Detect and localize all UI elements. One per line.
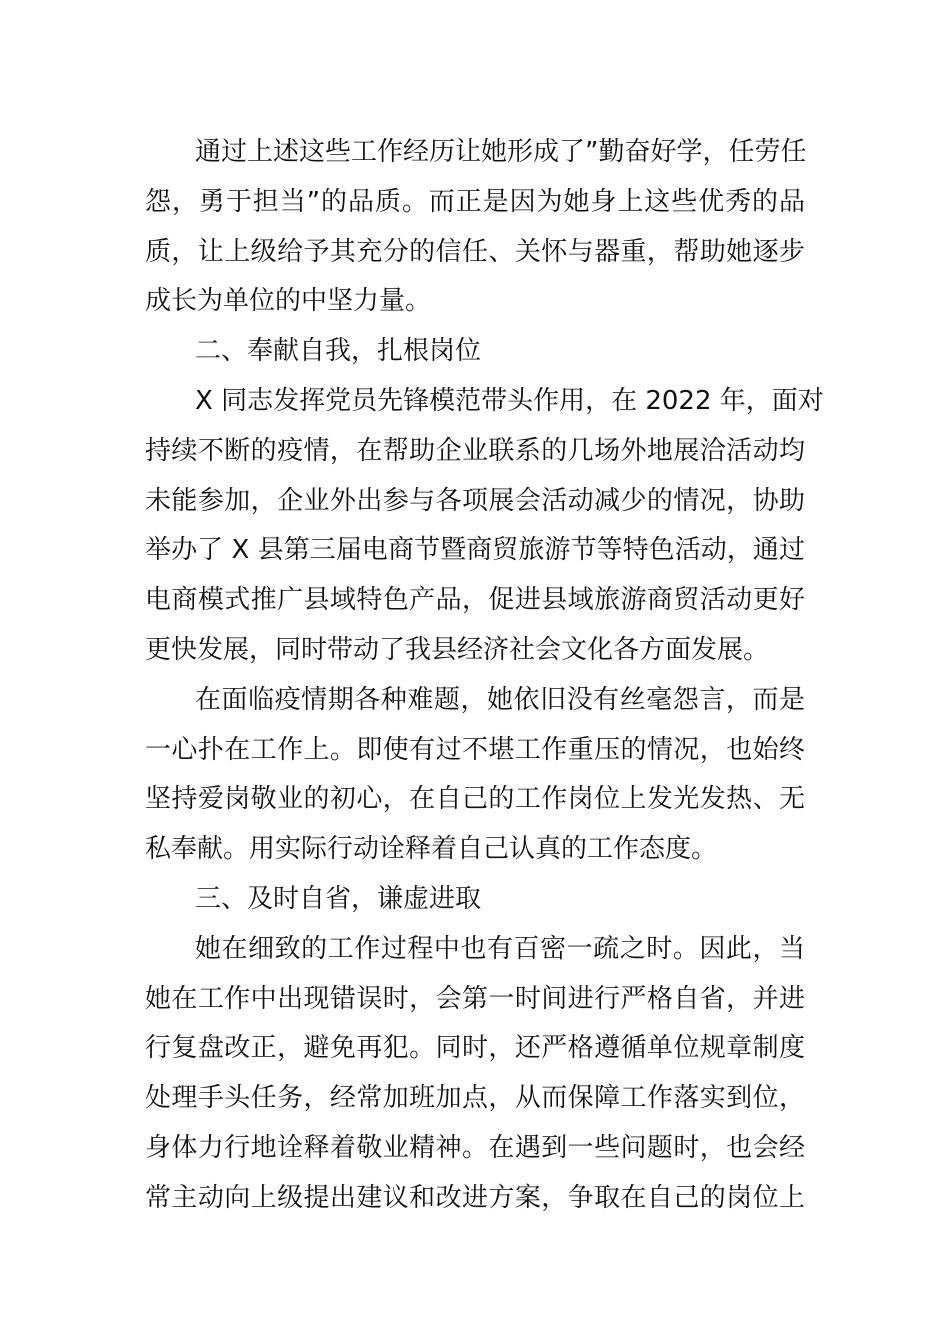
text-line: 怨，勇于担当”的品质。而正是因为她身上这些优秀的品 bbox=[145, 186, 805, 217]
section-heading: 三、及时自省，谦虚进取 bbox=[195, 884, 482, 914]
text-line: 电商模式推广县域特色产品，促进县域旅游商贸活动更好 bbox=[145, 585, 805, 616]
text-line: X 同志发挥党员先锋模范带头作用，在 2022 年，面对 bbox=[195, 386, 824, 416]
text-line: 更快发展，同时带动了我县经济社会文化各方面发展。 bbox=[145, 635, 770, 665]
text-line: 持续不断的疫情，在帮助企业联系的几场外地展洽活动均 bbox=[145, 435, 805, 466]
text-line: 行复盘改正，避免再犯。同时，还严格遵循单位规章制度 bbox=[145, 1033, 805, 1064]
text-line: 一心扑在工作上。即使有过不堪工作重压的情况，也始终 bbox=[145, 734, 805, 765]
text-line: 质，让上级给予其充分的信任、关怀与器重，帮助她逐步 bbox=[145, 236, 805, 267]
text-line: 她在细致的工作过程中也有百密一疏之时。因此，当 bbox=[195, 933, 805, 964]
text-line: 成长为单位的中坚力量。 bbox=[145, 286, 432, 317]
text-line: 身体力行地诠释着敬业精神。在遇到一些问题时，也会经 bbox=[145, 1133, 805, 1163]
section-heading: 二、奉献自我，扎根岗位 bbox=[195, 336, 482, 367]
text-line: 举办了 X 县第三届电商节暨商贸旅游节等特色活动，通过 bbox=[145, 535, 805, 566]
text-line: 通过上述这些工作经历让她形成了”勤奋好学，任劳任 bbox=[195, 137, 807, 167]
text-line: 她在工作中出现错误时，会第一时间进行严格自省，并进 bbox=[145, 983, 805, 1014]
text-line: 坚持爱岗敬业的初心，在自己的工作岗位上发光发热、无 bbox=[145, 784, 805, 815]
text-line: 未能参加，企业外出参与各项展会活动减少的情况，协助 bbox=[145, 485, 805, 516]
text-line: 处理手头任务，经常加班加点，从而保障工作落实到位， bbox=[145, 1083, 805, 1114]
text-line: 在面临疫情期各种难题，她依旧没有丝毫怨言，而是 bbox=[195, 684, 805, 715]
text-line: 常主动向上级提出建议和改进方案，争取在自己的岗位上 bbox=[145, 1182, 805, 1213]
text-line: 私奉献。用实际行动诠释着自己认真的工作态度。 bbox=[145, 834, 718, 865]
